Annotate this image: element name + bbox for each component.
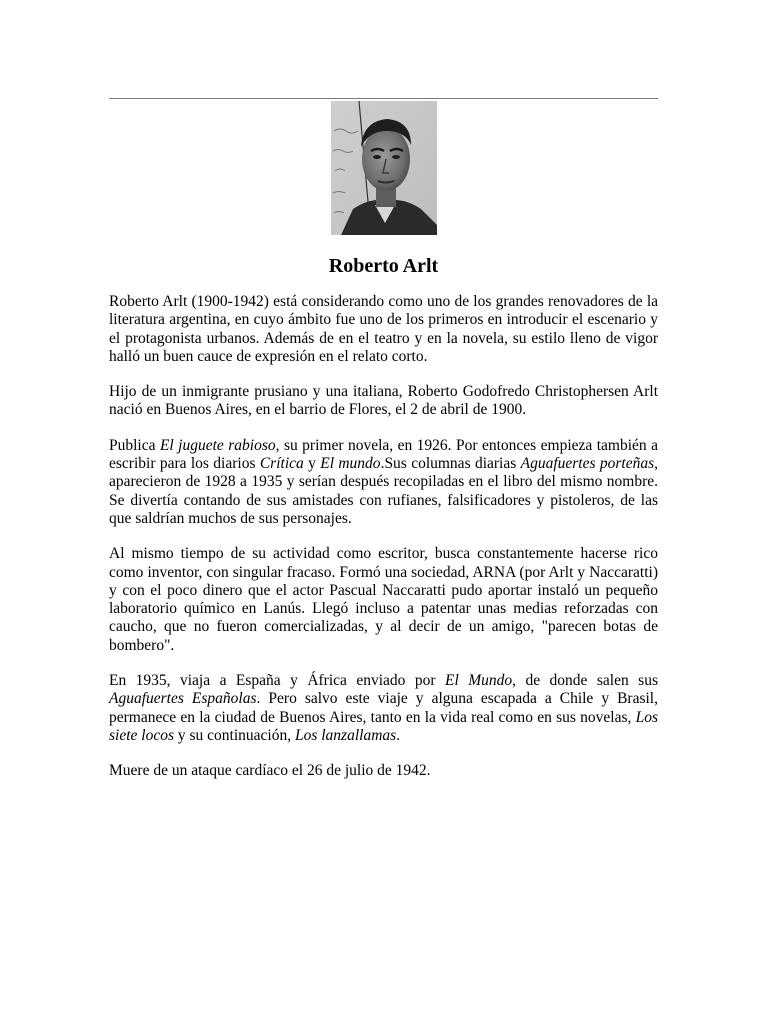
text-run: , aparecieron de 1928 a 1935 y serían después recopiladas en el libro del mismo nombre. Se divertía contando de sus amistades con rufianes, falsificadores y pistoleros, de las que saldrían muchos de sus personajes. [109,455,659,527]
text-run: . [396,726,401,744]
paragraph-publications [109,437,658,528]
paragraph-intro: Roberto Arlt (1900-1942) está considerando como uno de los grandes renovadores de la literatura argentina, en cuyo ámbito fue uno de los primeros en introducir el escenario y el protagonista urbanos. Además de en el teatro y en la novela, su estilo lleno de vigor halló un buen cauce de expresión en el relato corto. [109,293,658,365]
newspaper-title: El Mundo [445,672,513,690]
text-run: , de donde salen sus [512,672,658,690]
page-title: Roberto Arlt [328,255,439,277]
author-portrait-photo [331,101,437,235]
text-run: . Pero salvo este viaje y alguna escapada a Chile y Brasil, permanece en la ciudad de Buenos Aires, tanto en la vida real como en sus novelas, [109,690,658,726]
paragraph-travels [109,672,658,745]
text-run: En 1935, viaja a España y África enviado por [109,672,445,690]
text-run: Publica [109,436,160,454]
newspaper-title: Crítica [259,455,304,473]
book-title: Los lanzallamas [294,726,397,744]
text-run: y [303,455,321,473]
top-rule [109,98,658,99]
column-title: Aguafuertes Españolas [109,690,257,708]
paragraph-death: Muere de un ataque cardíaco el 26 de julio de 1942. [109,762,431,780]
text-run: , su primer novela, en 1926. Por entonces empieza también a escribir para los diarios [109,436,658,473]
book-title: El juguete rabioso [159,436,276,454]
newspaper-title: El mundo [320,455,381,473]
article-body [109,293,658,781]
book-title: Los siete locos [109,708,658,744]
column-title: Aguafuertes porteñas [520,455,655,473]
paragraph-origins: Hijo de un inmigrante prusiano y una italiana, Roberto Godofredo Christophersen Arlt nació en Buenos Aires, en el barrio de Flores, el 2 de abril de 1900. [109,383,658,419]
portrait-icon [331,101,437,235]
text-run: .Sus columnas diarias [380,455,521,473]
paragraph-inventor: Al mismo tiempo de su actividad como escritor, busca constantemente hacerse rico como inventor, con singular fracaso. Formó una sociedad, ARNA (por Arlt y Naccaratti) y con el poco dinero que el actor Pascual Naccaratti pudo aportar instaló un pequeño laboratorio químico en Lanús. Llegó incluso a patentar unas medias reforzadas con caucho, que no fueron comercializadas, y al decir de un amigo, "parecen botas de bombero". [109,545,658,654]
text-run: y su continuación, [174,726,295,744]
